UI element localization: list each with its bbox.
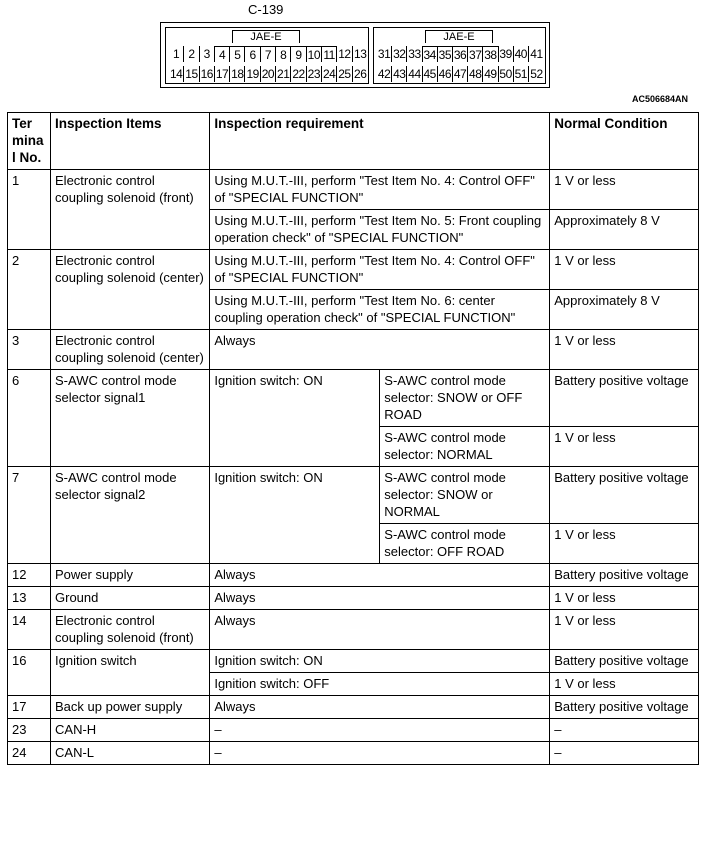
normal-condition: 1 V or less (550, 427, 699, 467)
connector-pin: 33 (408, 47, 421, 61)
inspection-requirement: – (210, 742, 550, 765)
inspection-requirement: Always (210, 330, 550, 370)
normal-condition: 1 V or less (550, 250, 699, 290)
inspection-sub-requirement: S-AWC control mode selector: SNOW or OFF ROAD (380, 370, 550, 427)
terminal-no: 12 (8, 564, 51, 587)
connector-pin: 3 (200, 46, 215, 62)
connector-pin: 9 (291, 46, 306, 62)
table-row (8, 330, 699, 370)
connector-pin: 38 (484, 48, 497, 62)
terminal-no: 16 (8, 650, 51, 696)
normal-condition: 1 V or less (550, 610, 699, 650)
inspection-sub-requirement: S-AWC control mode selector: SNOW or NORMAL (380, 467, 550, 524)
connector-pin: 1 (169, 46, 184, 62)
inspection-item: Ignition switch (51, 650, 210, 696)
plug-label-right: JAE-E (425, 30, 493, 43)
table-row (8, 610, 699, 650)
table-row (8, 370, 699, 427)
reference-code: AC506684AN (631, 94, 688, 104)
connector-pin: 52 (530, 67, 543, 81)
pin-row-right-top (377, 46, 544, 62)
table-row (8, 650, 699, 673)
terminal-no: 23 (8, 719, 51, 742)
normal-condition: – (550, 719, 699, 742)
table-header-row (8, 113, 699, 170)
inspection-item: Power supply (51, 564, 210, 587)
inspection-item: Back up power supply (51, 696, 210, 719)
connector-pin: 31 (377, 47, 391, 61)
connector-pin: 10 (307, 48, 320, 62)
inspection-item: Electronic control coupling solenoid (center) (51, 250, 210, 330)
header-terminal: Ter mina l No. (8, 113, 51, 170)
normal-condition: Battery positive voltage (550, 650, 699, 673)
connector-pin: 37 (469, 48, 482, 62)
connector-pin: 32 (393, 47, 406, 61)
inspection-requirement: Ignition switch: ON (210, 467, 380, 564)
table-row (8, 719, 699, 742)
table-row (8, 564, 699, 587)
connector-pin: 35 (438, 48, 452, 62)
normal-condition: 1 V or less (550, 170, 699, 210)
inspection-requirement: Always (210, 696, 550, 719)
connector-pin: 49 (484, 67, 497, 81)
table-row (8, 696, 699, 719)
connector-pin: 48 (469, 67, 482, 81)
connector-pin: 25 (338, 67, 351, 81)
connector-pin: 26 (354, 67, 367, 81)
terminal-no: 17 (8, 696, 51, 719)
terminal-no: 6 (8, 370, 51, 467)
connector-pin: 20 (261, 67, 275, 81)
inspection-sub-requirement: S-AWC control mode selector: OFF ROAD (380, 524, 550, 564)
connector-pin: 23 (307, 67, 320, 81)
connector-pin: 14 (169, 67, 183, 81)
connector-pin: 46 (438, 67, 452, 81)
table-row (8, 742, 699, 765)
connector-pin: 16 (200, 67, 213, 81)
connector-pin: 42 (377, 67, 391, 81)
table-row (8, 170, 699, 210)
inspection-requirement: Using M.U.T.-III, perform "Test Item No. 6: center coupling operation check" of "SPECIAL FUNCTION" (210, 290, 550, 330)
connector-plug-right (373, 27, 546, 84)
connector-pin: 36 (453, 48, 467, 62)
inspection-item: Electronic control coupling solenoid (front) (51, 170, 210, 250)
connector-pin: 2 (184, 46, 199, 62)
connector-pin: 43 (393, 67, 406, 81)
inspection-item: Electronic control coupling solenoid (front) (51, 610, 210, 650)
terminal-no: 2 (8, 250, 51, 330)
inspection-table (7, 112, 699, 765)
table-row (8, 467, 699, 524)
header-inspection-items: Inspection Items (51, 113, 210, 170)
header-inspection-requirement: Inspection requirement (210, 113, 550, 170)
normal-condition: Battery positive voltage (550, 467, 699, 524)
inspection-item: CAN-H (51, 719, 210, 742)
connector-title: C-139 (248, 2, 284, 17)
inspection-requirement: Ignition switch: OFF (210, 673, 550, 696)
connector-pin: 15 (185, 67, 198, 81)
normal-condition: Approximately 8 V (550, 210, 699, 250)
inspection-requirement: Using M.U.T.-III, perform "Test Item No. 4: Control OFF" of "SPECIAL FUNCTION" (210, 250, 550, 290)
connector-pin: 44 (408, 67, 421, 81)
inspection-item: S-AWC control mode selector signal2 (51, 467, 210, 564)
connector-plug-left (165, 27, 369, 84)
inspection-requirement: Always (210, 587, 550, 610)
header-normal-condition: Normal Condition (550, 113, 699, 170)
normal-condition: Battery positive voltage (550, 564, 699, 587)
connector-pin: 40 (514, 47, 527, 61)
inspection-item: S-AWC control mode selector signal1 (51, 370, 210, 467)
normal-condition: 1 V or less (550, 524, 699, 564)
connector-pin: 41 (530, 47, 543, 61)
connector-pin: 18 (231, 67, 244, 81)
normal-condition: 1 V or less (550, 587, 699, 610)
connector-pin: 21 (277, 67, 290, 81)
connector-pin: 22 (292, 67, 305, 81)
connector-pin: 6 (245, 46, 260, 62)
inspection-requirement: Always (210, 610, 550, 650)
connector-pin: 13 (354, 47, 367, 61)
connector-pin: 17 (215, 67, 229, 81)
normal-condition: Battery positive voltage (550, 370, 699, 427)
inspection-requirement: Using M.U.T.-III, perform "Test Item No. 5: Front coupling operation check" of "SPECIAL FUNCTION" (210, 210, 550, 250)
connector-pin: 50 (499, 67, 512, 81)
table-row (8, 250, 699, 290)
plug-label-left: JAE-E (232, 30, 300, 43)
connector-diagram (160, 22, 550, 88)
connector-pin: 19 (246, 67, 259, 81)
terminal-no: 1 (8, 170, 51, 250)
inspection-requirement: – (210, 719, 550, 742)
table-row (8, 587, 699, 610)
connector-pin: 34 (423, 48, 436, 62)
terminal-no: 3 (8, 330, 51, 370)
connector-pin: 12 (338, 47, 351, 61)
normal-condition: Battery positive voltage (550, 696, 699, 719)
pin-row-left-top (169, 46, 368, 62)
inspection-requirement: Ignition switch: ON (210, 650, 550, 673)
inspection-item: Electronic control coupling solenoid (center) (51, 330, 210, 370)
inspection-requirement: Ignition switch: ON (210, 370, 380, 467)
terminal-no: 24 (8, 742, 51, 765)
normal-condition: 1 V or less (550, 330, 699, 370)
terminal-no: 14 (8, 610, 51, 650)
pin-row-left-bottom (169, 66, 368, 82)
connector-pin: 7 (261, 46, 276, 62)
terminal-no: 13 (8, 587, 51, 610)
connector-pin: 4 (215, 46, 230, 62)
terminal-no: 7 (8, 467, 51, 564)
connector-pin: 24 (322, 67, 336, 81)
connector-pin: 5 (230, 46, 245, 62)
connector-pin: 51 (514, 67, 527, 81)
connector-pin: 47 (453, 67, 467, 81)
normal-condition: – (550, 742, 699, 765)
connector-pin: 11 (322, 46, 337, 62)
connector-pin: 39 (499, 47, 512, 61)
inspection-item: Ground (51, 587, 210, 610)
pin-row-right-bottom (377, 66, 544, 82)
inspection-sub-requirement: S-AWC control mode selector: NORMAL (380, 427, 550, 467)
inspection-requirement: Always (210, 564, 550, 587)
inspection-requirement: Using M.U.T.-III, perform "Test Item No. 4: Control OFF" of "SPECIAL FUNCTION" (210, 170, 550, 210)
inspection-item: CAN-L (51, 742, 210, 765)
normal-condition: Approximately 8 V (550, 290, 699, 330)
normal-condition: 1 V or less (550, 673, 699, 696)
connector-pin: 8 (276, 46, 291, 62)
connector-pin: 45 (423, 67, 436, 81)
